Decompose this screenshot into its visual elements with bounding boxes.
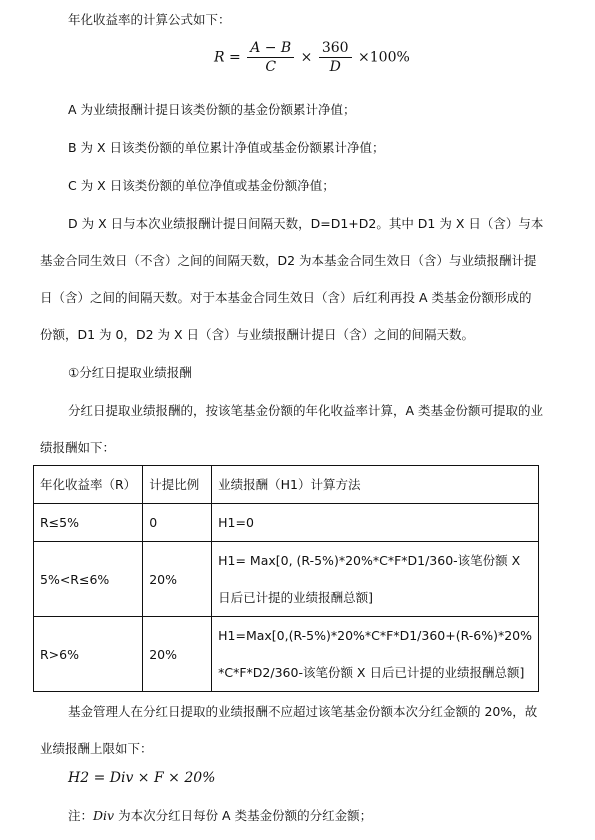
note-variable: Div [93, 808, 115, 823]
table-row [34, 617, 539, 692]
formula-r-fraction-1 [247, 40, 294, 75]
cell-return: R>6% [34, 617, 143, 692]
definition-b: B 为 X 日该类份额的单位累计净值或基金份额累计净值； [68, 140, 385, 155]
cell-return: R≤5% [34, 504, 143, 542]
formula-r-times: × [300, 49, 313, 66]
formula-r-frac2-denominator: D [329, 59, 341, 75]
cell-method-line: 日后已计提的业绩报酬总额] [218, 590, 374, 605]
cap-line-2: 业绩报酬上限如下： [40, 741, 153, 756]
formula-r-fraction-2 [319, 40, 352, 75]
cell-method-line: H1=0 [218, 515, 254, 530]
cell-return: 5%<R≤6% [34, 542, 143, 617]
section-title: ①分红日提取业绩报酬 [68, 365, 192, 380]
section-desc-line-2: 绩报酬如下： [40, 440, 116, 455]
cell-ratio: 20% [143, 617, 212, 692]
cell-method [212, 617, 539, 692]
cell-ratio: 0 [143, 504, 212, 542]
definition-c: C 为 X 日该类份额的单位净值或基金份额净值； [68, 178, 335, 193]
formula-r-frac1-denominator: C [265, 59, 277, 75]
section-desc-line-1: 分红日提取业绩报酬的，按该笔基金份额的年化收益率计算，A 类基金份额可提取的业 [68, 403, 544, 418]
cell-method [212, 504, 539, 542]
performance-fee-table [33, 465, 539, 692]
definition-d-line-3: 日（含）之间的间隔天数。对于本基金合同生效日（含）后红利再投 A 类基金份额形成的 [40, 290, 532, 305]
formula-r-lhs: R = [214, 49, 241, 66]
definition-d-line-4: 份额，D1 为 0，D2 为 X 日（含）与业绩报酬计提日（含）之间的间隔天数。 [40, 327, 475, 342]
header-ratio: 计提比例 [143, 466, 212, 504]
table-row [34, 542, 539, 617]
cell-ratio: 20% [143, 542, 212, 617]
cell-method-line: H1= Max[0, (R-5%)*20%*C*F*D1/360-该笔份额 X [218, 553, 521, 568]
formula-r-frac1-numerator: A − B [247, 40, 294, 58]
note-text: 为本次分红日每份 A 类基金份额的分红金额； [114, 808, 373, 823]
definition-a: A 为业绩报酬计提日该类份额的基金份额累计净值； [68, 102, 356, 117]
formula-h2: H2 = Div × F × 20% [68, 770, 216, 786]
cell-method [212, 542, 539, 617]
definition-d-line-1: D 为 X 日与本次业绩报酬计提日间隔天数，D=D1+D2。其中 D1 为 X 日（含）与本 [68, 216, 544, 231]
formula-r [214, 40, 410, 75]
note [68, 806, 372, 824]
formula-r-tail: ×100% [358, 49, 410, 66]
intro-text: 年化收益率的计算公式如下： [68, 12, 231, 27]
note-prefix: 注： [68, 808, 94, 823]
header-method: 业绩报酬（H1）计算方法 [212, 466, 539, 504]
cell-method-line: H1=Max[0,(R-5%)*20%*C*F*D1/360+(R-6%)*20% [218, 628, 532, 643]
cell-method-line: *C*F*D2/360-该笔份额 X 日后已计提的业绩报酬总额] [218, 665, 525, 680]
definition-d-line-2: 基金合同生效日（不含）之间的间隔天数，D2 为本基金合同生效日（含）与业绩报酬计提 [40, 253, 537, 268]
formula-r-frac2-numerator: 360 [319, 40, 352, 58]
table-row [34, 504, 539, 542]
header-annualized-return: 年化收益率（R） [34, 466, 143, 504]
cap-line-1: 基金管理人在分红日提取的业绩报酬不应超过该笔基金份额本次分红金额的 20%，故 [68, 704, 538, 719]
table-header-row [34, 466, 539, 504]
